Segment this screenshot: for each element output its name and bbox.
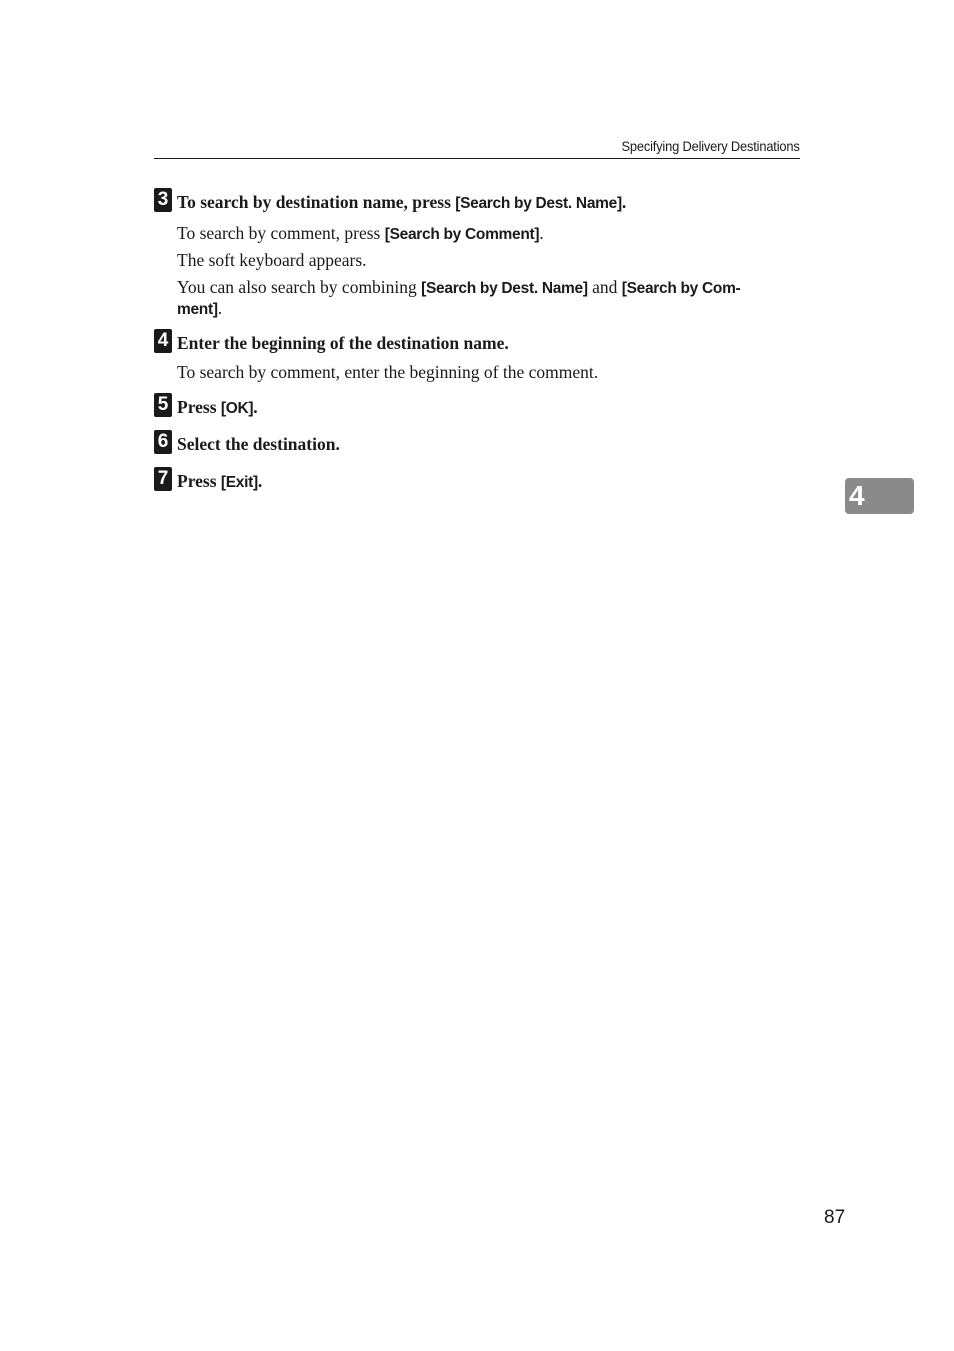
page-number: 87 <box>824 1207 846 1228</box>
section-title: Specifying Delivery Destinations <box>621 138 800 154</box>
step-note: To search by comment, press [Search by Comment]. <box>177 223 544 243</box>
key-search-by-comment: [Search by Comment] <box>384 226 540 243</box>
key-exit: [Exit] <box>220 474 258 491</box>
step-number-badge: 3 <box>154 188 172 212</box>
step-title: Enter the beginning of the destination name. <box>177 333 509 353</box>
step-note: The soft keyboard appears. <box>177 250 367 270</box>
step-title: To search by destination name, press [Search by Dest. Name]. <box>177 192 627 212</box>
step-title: Press [OK]. <box>177 397 258 417</box>
step-number-badge: 5 <box>154 393 172 417</box>
key-search-by-comment: [Search by Com- <box>621 280 741 297</box>
step-number-badge: 7 <box>154 467 172 491</box>
chapter-tab: 4 <box>845 478 914 514</box>
step-title: Press [Exit]. <box>177 471 263 491</box>
step-note: To search by comment, enter the beginning of the comment. <box>177 362 599 382</box>
key-search-by-dest-name: [Search by Dest. Name] <box>455 195 622 212</box>
step-note-continued: ment]. <box>177 298 223 318</box>
header-rule <box>154 158 800 159</box>
key-search-by-dest-name: [Search by Dest. Name] <box>421 280 588 297</box>
key-ok: [OK] <box>220 400 254 417</box>
step-number-badge: 6 <box>154 430 172 454</box>
step-note: You can also search by combining [Search by Dest. Name] and [Search by Com- <box>177 277 741 297</box>
step-number-badge: 4 <box>154 329 172 353</box>
step-title: Select the destination. <box>177 434 340 454</box>
